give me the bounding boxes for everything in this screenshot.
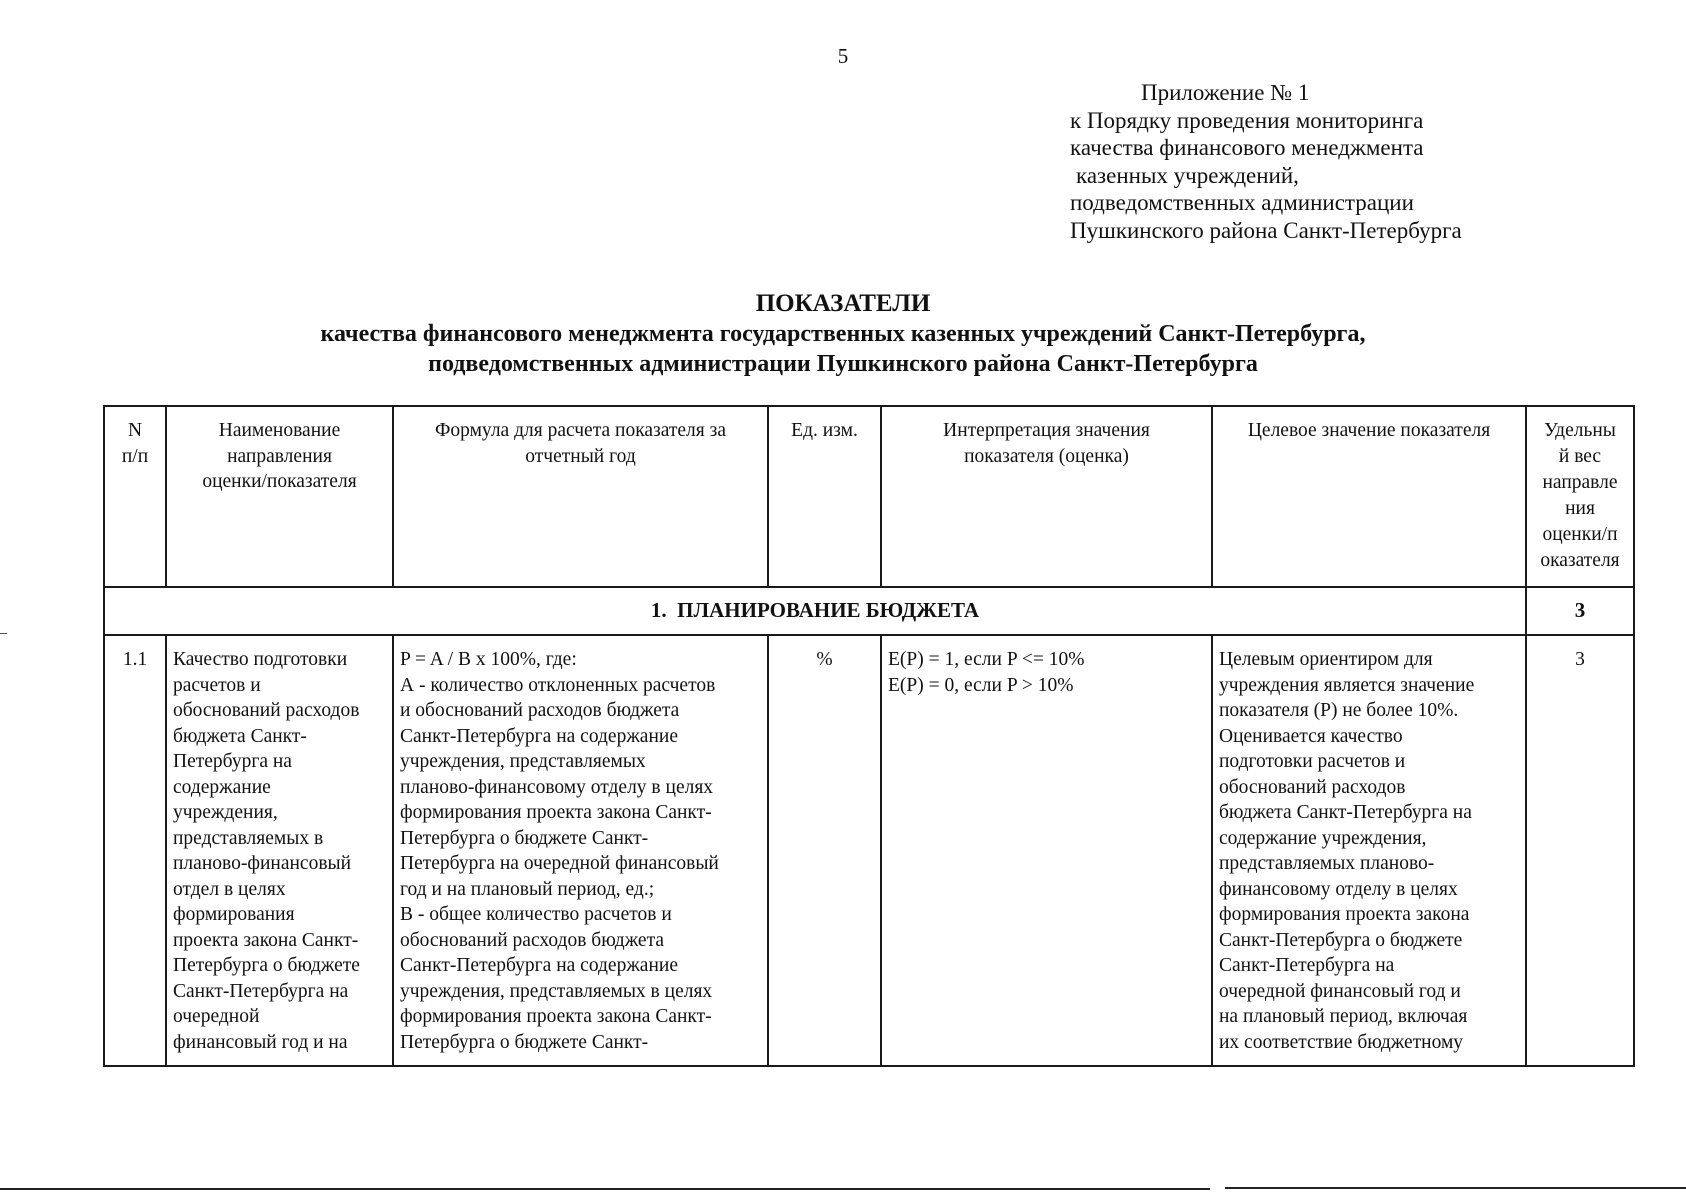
text-line: планово-финансовому отделу в целях bbox=[400, 776, 714, 798]
text-line: содержание учреждения, bbox=[1219, 827, 1427, 849]
text-line: учреждения, представляемых bbox=[400, 751, 646, 772]
text-line: направления bbox=[227, 445, 332, 467]
text-line: Интерпретация значения bbox=[943, 420, 1150, 441]
text-line: обоснований расходов bbox=[173, 700, 360, 721]
row-unit: % bbox=[768, 635, 881, 1066]
text-line: Петербурга на bbox=[173, 751, 292, 772]
row-name bbox=[166, 635, 393, 1066]
indicators-table bbox=[103, 405, 1635, 1067]
header-formula bbox=[393, 406, 768, 587]
header-interpretation bbox=[881, 406, 1212, 587]
text-line: подготовки расчетов и bbox=[1219, 751, 1406, 772]
text-line: Санкт-Петербурга на bbox=[1219, 955, 1395, 976]
table-row bbox=[104, 635, 1634, 1066]
text-line: Целевым ориентиром для bbox=[1219, 649, 1433, 670]
text-line: представляемых в bbox=[173, 827, 324, 849]
text-line: отчетный год bbox=[525, 445, 636, 467]
section-title bbox=[104, 587, 1526, 635]
text-line: оценки/п bbox=[1542, 524, 1618, 545]
text-line: направле bbox=[1542, 472, 1618, 493]
text-line: Петербурга на очередной финансовый bbox=[400, 853, 719, 874]
text-line: N bbox=[127, 420, 143, 441]
row-weight: 3 bbox=[1526, 635, 1634, 1066]
text-line: Петербурга о бюджете Санкт- bbox=[400, 827, 649, 849]
title-line: качества финансового менеджмента государственных казенных учреждений Санкт-Петербурга, bbox=[320, 321, 1366, 347]
text-line: очередной финансовый год и bbox=[1219, 980, 1461, 1002]
text-line: представляемых планово- bbox=[1219, 853, 1435, 874]
text-line: Наименование bbox=[218, 420, 341, 441]
text-line: планово-финансовый bbox=[173, 853, 352, 874]
text-line: на плановый период, включая bbox=[1219, 1006, 1468, 1027]
text-line: Качество подготовки bbox=[173, 649, 348, 670]
text-line: показателя (оценка) bbox=[964, 445, 1129, 467]
text-line: Санкт-Петербурга о бюджете bbox=[1219, 929, 1463, 951]
scan-edge-line bbox=[1225, 1187, 1686, 1189]
text-line: расчетов и bbox=[173, 674, 261, 696]
text-line: Удельны bbox=[1544, 420, 1616, 441]
appendix-line: казенных учреждений, bbox=[1076, 162, 1299, 188]
appendix-reference bbox=[1070, 79, 1462, 244]
text-line: обоснований расходов bbox=[1219, 776, 1406, 798]
text-line: финансовый год и на bbox=[173, 1031, 348, 1053]
text-line: проекта закона Санкт- bbox=[173, 929, 359, 951]
text-line: отдел в целях bbox=[173, 878, 286, 900]
text-line: бюджета Санкт-Петербурга на bbox=[1219, 802, 1472, 823]
text-line: й вес bbox=[1558, 446, 1602, 467]
text-line: финансовому отделу в целях bbox=[1219, 878, 1458, 900]
text-line: Целевое значение показателя bbox=[1247, 420, 1491, 441]
text-line: оказателя bbox=[1540, 550, 1620, 571]
margin-mark bbox=[0, 633, 7, 634]
header-name bbox=[166, 406, 393, 587]
header-num bbox=[104, 406, 166, 587]
text-line: ния bbox=[1565, 498, 1595, 519]
text-line: их соответствие бюджетному bbox=[1219, 1031, 1464, 1053]
text-line: учреждения, представляемых в целях bbox=[400, 980, 713, 1002]
text-line: учреждения является значение bbox=[1219, 674, 1475, 696]
appendix-line: Пушкинского района Санкт-Петербурга bbox=[1070, 217, 1462, 243]
appendix-line: качества финансового менеджмента bbox=[1070, 135, 1424, 160]
row-formula bbox=[393, 635, 768, 1066]
text-line: оценки/показателя bbox=[202, 471, 357, 492]
row-target bbox=[1212, 635, 1526, 1066]
text-line: обоснований расходов бюджета bbox=[400, 929, 664, 951]
text-line: E(P) = 0, если P > 10% bbox=[888, 674, 1074, 696]
page-number: 5 bbox=[837, 44, 849, 68]
text-line: год и на плановый период, ед.; bbox=[400, 878, 655, 900]
appendix-line: к Порядку проведения мониторинга bbox=[1070, 107, 1424, 133]
title-main: ПОКАЗАТЕЛИ bbox=[755, 290, 931, 317]
text-line: формирования проекта закона Санкт- bbox=[400, 1006, 712, 1027]
text-line: очередной bbox=[173, 1006, 260, 1027]
text-line: и обоснований расходов бюджета bbox=[400, 700, 680, 721]
text-line: формирования проекта закона Санкт- bbox=[400, 802, 712, 823]
row-interpretation bbox=[881, 635, 1212, 1066]
text-line: P = A / B x 100%, где: bbox=[400, 649, 577, 670]
text-line: Петербурга о бюджете bbox=[173, 955, 360, 976]
text-line: Ед. изм. bbox=[791, 420, 858, 441]
text-line: Оценивается качество bbox=[1219, 725, 1403, 747]
text-line: Санкт-Петербурга на bbox=[173, 980, 349, 1002]
section-number: 1. bbox=[650, 598, 667, 623]
row-num: 1.1 bbox=[104, 635, 166, 1066]
appendix-line: подведомственных администрации bbox=[1070, 190, 1414, 215]
section-row bbox=[104, 587, 1634, 635]
text-line: Санкт-Петербурга на содержание bbox=[400, 955, 678, 976]
section-name: ПЛАНИРОВАНИЕ БЮДЖЕТА bbox=[677, 598, 980, 623]
text-line: бюджета Санкт- bbox=[173, 725, 307, 747]
appendix-line: Приложение № 1 bbox=[1141, 80, 1310, 105]
text-line: учреждения, bbox=[173, 802, 278, 823]
header-target bbox=[1212, 406, 1526, 587]
text-line: А - количество отклоненных расчетов bbox=[400, 674, 716, 696]
text-line: содержание bbox=[173, 776, 271, 798]
section-weight: 3 bbox=[1526, 587, 1634, 635]
text-line: формирования проекта закона bbox=[1219, 904, 1470, 925]
text-line: Формула для расчета показателя за bbox=[434, 420, 726, 441]
header-unit bbox=[768, 406, 881, 587]
header-weight bbox=[1526, 406, 1634, 587]
scan-edge-line bbox=[0, 1188, 1210, 1190]
title-line: подведомственных администрации Пушкинского района Санкт-Петербурга bbox=[428, 351, 1258, 377]
text-line: Петербурга о бюджете Санкт- bbox=[400, 1031, 649, 1053]
text-line: показателя (P) не более 10%. bbox=[1219, 700, 1459, 721]
text-line: формирования bbox=[173, 904, 295, 925]
table-header-row bbox=[104, 406, 1634, 587]
document-title bbox=[0, 289, 1686, 379]
text-line: Санкт-Петербурга на содержание bbox=[400, 725, 678, 747]
text-line: E(P) = 1, если P <= 10% bbox=[888, 649, 1085, 670]
text-line: В - общее количество расчетов и bbox=[400, 904, 672, 925]
text-line: п/п bbox=[121, 445, 149, 467]
